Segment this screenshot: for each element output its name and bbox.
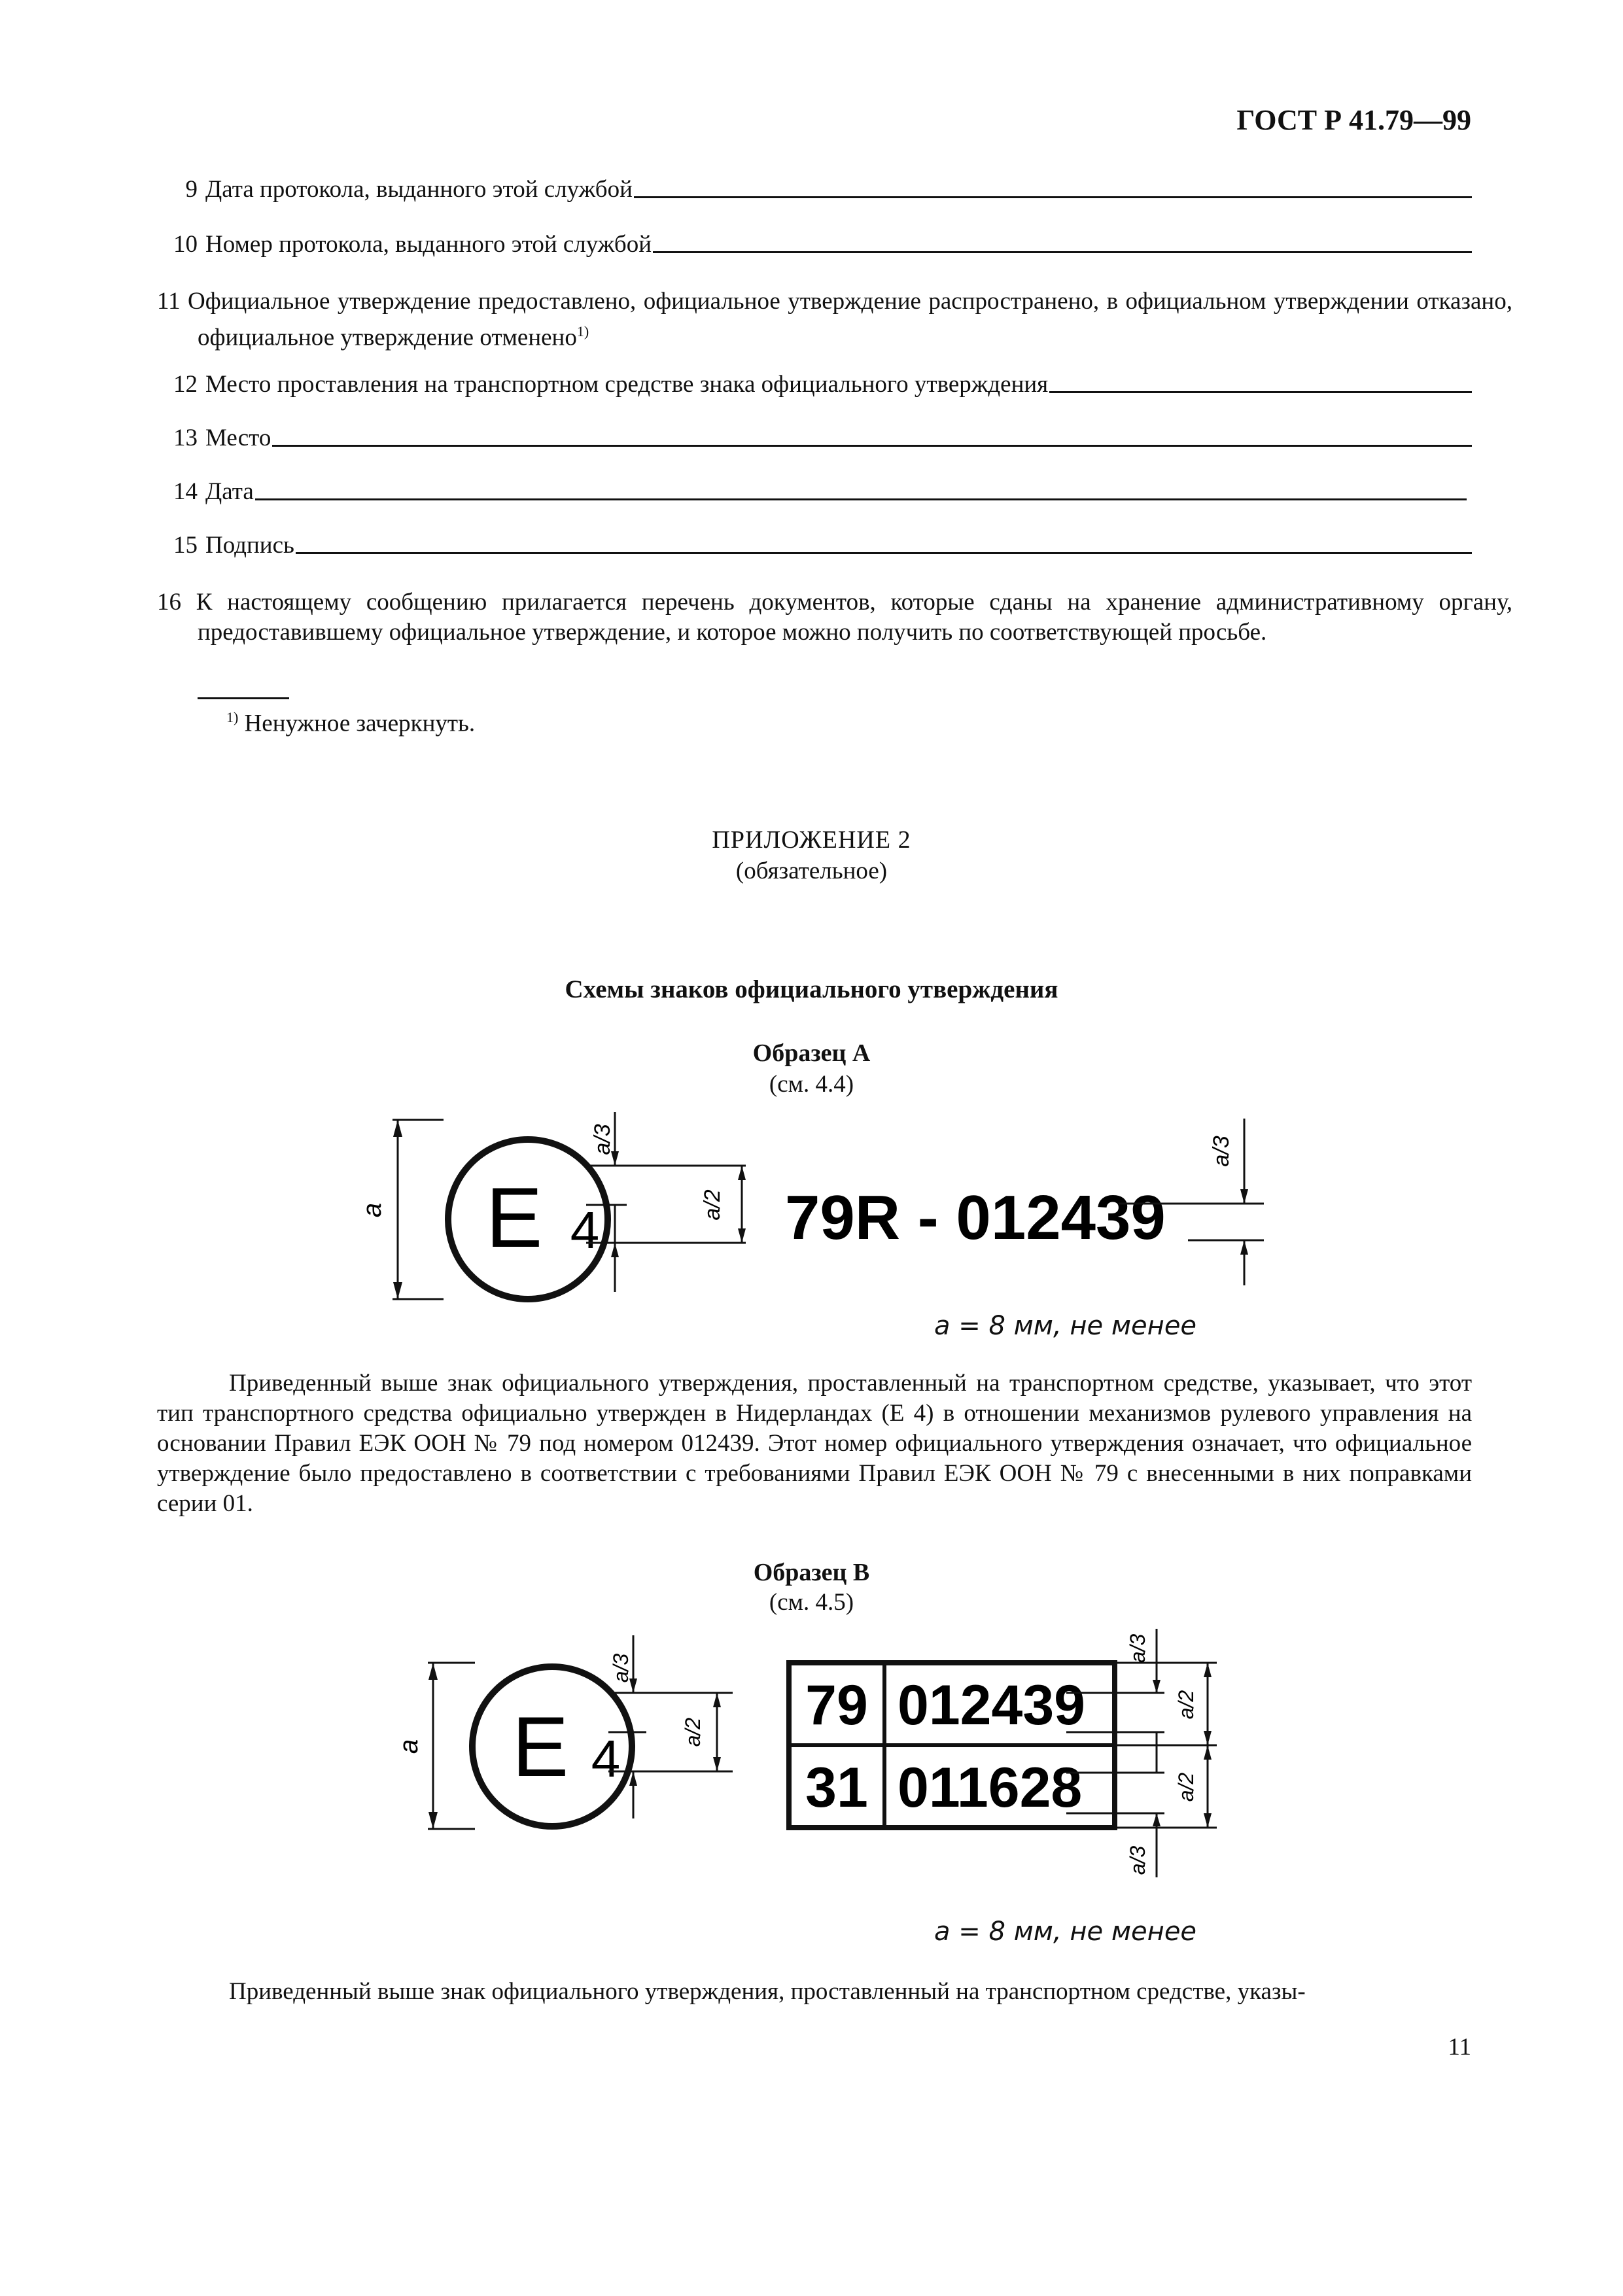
footnote: [226, 709, 475, 737]
arrow-down-icon: [1204, 1731, 1212, 1745]
sample-a-note: a = 8 мм, не менее: [934, 1311, 1197, 1341]
fill-line: [1049, 391, 1472, 393]
letter-e: E: [512, 1699, 569, 1794]
table-cell-number: 011628: [898, 1756, 1083, 1819]
section-title: Схемы знаков официального утверждения: [565, 975, 1058, 1003]
form-field-12: [157, 370, 1472, 398]
fill-line: [653, 251, 1472, 253]
field-label: Место: [205, 425, 271, 451]
sample-a-paragraph: Приведенный выше знак официального утверждения, проставленный на транспортном средстве, указывает, что этот тип транспортного средства официально утвержден в Нидерландах (Е 4) в отношении механизмов рулевого управления на основании Правил ЕЭК ООН № 79 под номером 012439. Этот номер официального утверждения означает, что официальное утверждение было предоставлено в соответствии с требованиями Правил ЕЭК ООН № 79 с внесенными в них поправками серии 01.: [157, 1370, 1472, 1517]
arrow-up-icon: [713, 1693, 721, 1707]
arrow-down-icon: [393, 1282, 402, 1299]
field-number: 12: [173, 371, 198, 398]
dim-a3-label: a/3: [1209, 1136, 1234, 1167]
arrow-down-icon: [1153, 1680, 1161, 1693]
arrow-down-icon: [738, 1228, 746, 1243]
dim-a3-label: a/3: [1126, 1633, 1149, 1663]
form-field-15: [157, 531, 1472, 559]
arrow-up-icon: [393, 1120, 402, 1137]
arrow-up-icon: [738, 1166, 746, 1180]
arrow-up-icon: [1153, 1813, 1161, 1826]
table-cell-number: 012439: [898, 1674, 1085, 1737]
country-code: 4: [570, 1201, 600, 1259]
page-number: 11: [1448, 2034, 1471, 2061]
fill-line: [634, 196, 1472, 198]
sample-b-mark: [394, 1616, 1269, 1904]
annex-type: (обязательное): [735, 858, 888, 884]
sample-b-ref: (см. 4.5): [769, 1589, 854, 1616]
sample-a-ref: (см. 4.4): [769, 1071, 854, 1098]
fill-line: [296, 552, 1472, 554]
sample-b-note: a = 8 мм, не менее: [934, 1917, 1197, 1947]
arrow-down-icon: [1204, 1813, 1212, 1828]
dim-a3-label: a/3: [609, 1653, 633, 1683]
sample-a-mark: [358, 1105, 1282, 1328]
footnote-mark: 1): [226, 709, 239, 725]
dim-a2-label: a/2: [1174, 1690, 1198, 1720]
sample-b-paragraph: Приведенный выше знак официального утверждения, проставленный на транспортном средстве, указы-: [229, 1978, 1306, 2005]
arrow-down-icon: [428, 1812, 438, 1829]
arrow-down-icon: [713, 1757, 721, 1771]
dim-a-label: a: [394, 1739, 423, 1754]
field-number: 10: [173, 231, 198, 258]
item-11: [157, 287, 1512, 353]
field-label: Подпись: [205, 532, 294, 559]
field-label: Номер протокола, выданного этой службой: [205, 231, 652, 258]
field-number: 13: [173, 425, 198, 451]
dim-a-label: a: [358, 1202, 387, 1218]
field-label: Место проставления на транспортном средстве знака официального утверждения: [205, 371, 1049, 398]
arrow-up-icon: [1240, 1240, 1248, 1255]
fill-line: [255, 498, 1467, 500]
table-cell-reg: 31: [805, 1756, 868, 1819]
sample-a-label: Образец A: [752, 1039, 871, 1067]
field-label: Дата протокола, выданного этой службой: [205, 176, 633, 203]
sample-b-label: Образец B: [753, 1559, 870, 1586]
dim-a3-label: a/3: [1126, 1845, 1149, 1875]
country-code: 4: [591, 1730, 621, 1788]
footnote-rule: [198, 697, 289, 699]
form-field-14: [157, 478, 1467, 506]
arrow-down-icon: [1240, 1189, 1248, 1204]
approval-number: 79R - 012439: [785, 1183, 1166, 1253]
form-field-13: [157, 424, 1472, 452]
field-number: 15: [173, 532, 198, 559]
dim-a2-label: a/2: [681, 1717, 705, 1747]
arrow-up-icon: [611, 1243, 619, 1257]
arrow-up-icon: [1204, 1663, 1212, 1677]
letter-e: E: [485, 1170, 543, 1265]
item-16: 16 К настоящему сообщению прилагается перечень документов, которые сданы на хранение административному органу, предоставившему официальное утверждение, и которое можно получить по соответствующей просьбе.: [157, 589, 1512, 646]
footnote-text: Ненужное зачеркнуть.: [244, 710, 476, 737]
fill-line: [272, 445, 1472, 447]
item-11-text: 11 Официальное утверждение предоставлено, официальное утверждение распространено, в официальном утверждении отказано, официальное утверждение отменено: [157, 288, 1512, 351]
dim-a2-label: a/2: [1174, 1772, 1198, 1802]
field-label: Дата: [205, 478, 254, 505]
annex-title: ПРИЛОЖЕНИЕ 2: [712, 826, 911, 854]
dim-a3-label: a/3: [590, 1124, 615, 1155]
field-number: 9: [185, 176, 198, 203]
footnote-ref: 1): [576, 323, 589, 339]
form-field-10: [157, 230, 1472, 258]
form-field-9: [157, 175, 1472, 203]
arrow-up-icon: [1204, 1745, 1212, 1760]
dim-a2-label: a/2: [700, 1189, 725, 1221]
field-number: 14: [173, 478, 198, 505]
arrow-up-icon: [428, 1663, 438, 1680]
table-cell-reg: 79: [805, 1674, 868, 1737]
document-header: ГОСТ Р 41.79—99: [1236, 104, 1471, 136]
